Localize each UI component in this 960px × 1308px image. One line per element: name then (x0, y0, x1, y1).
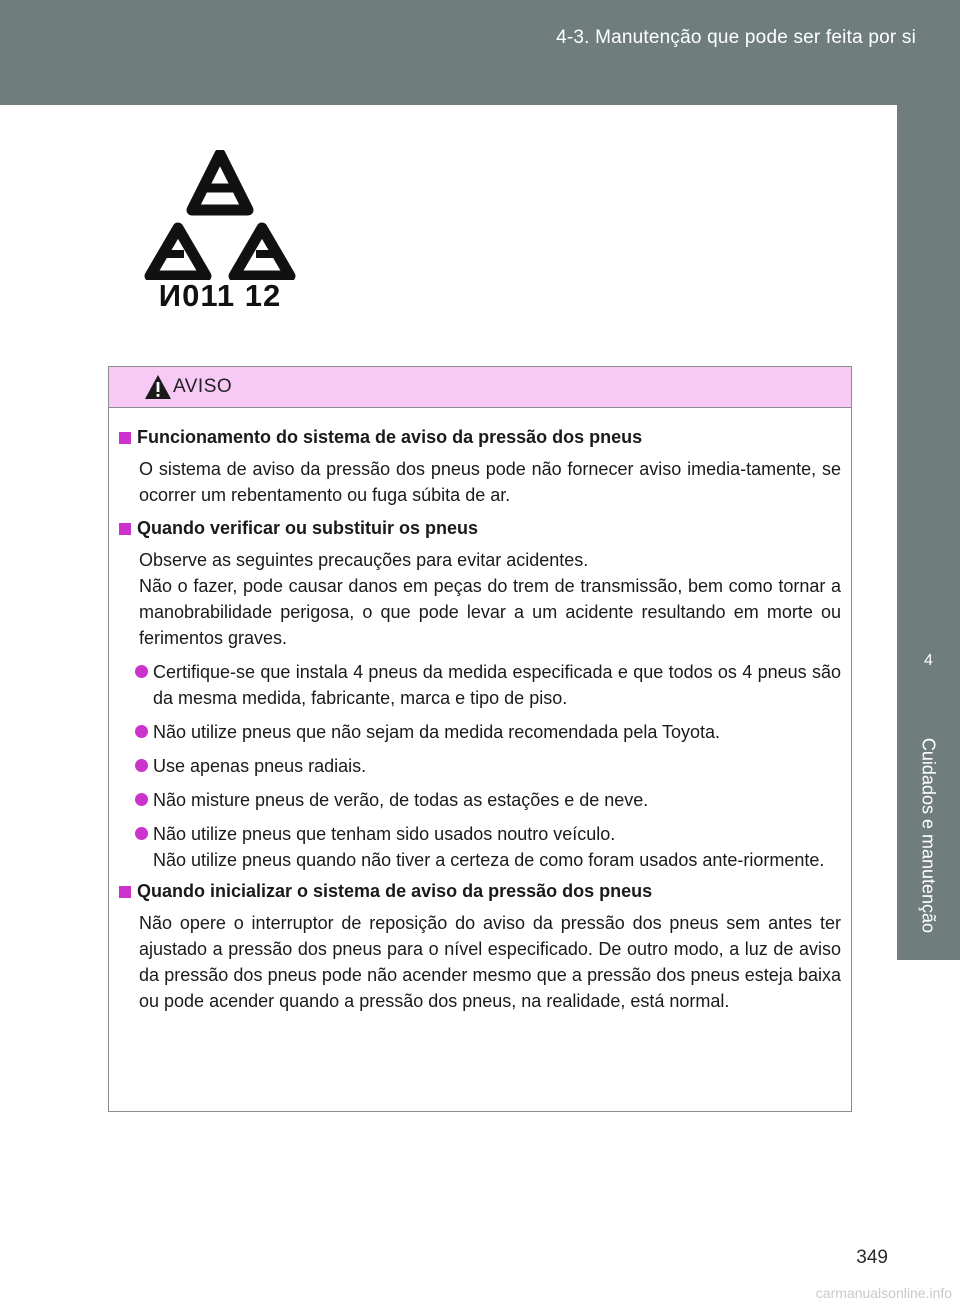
section-heading (109, 427, 851, 448)
square-bullet-icon (119, 886, 131, 898)
list-item-text: Não misture pneus de verão, de todas as estações e de neve. (153, 790, 649, 810)
square-bullet-icon (119, 523, 131, 535)
section-heading-text: Funcionamento do sistema de aviso da pressão dos pneus (137, 427, 643, 447)
figure-code-text: И011 12 (158, 278, 282, 313)
section-heading (109, 881, 851, 902)
side-tab-strip (897, 105, 960, 620)
side-tab-label: Cuidados e manutenção (918, 737, 939, 934)
round-bullet-icon (135, 759, 148, 772)
triangle-marks-icon (140, 150, 300, 280)
side-tab-number: 4 (924, 652, 933, 669)
side-tab (897, 620, 960, 960)
header-bar (0, 0, 960, 105)
list-item-text: Não utilize pneus quando não tiver a certeza de como foram usados ante-riormente. (153, 850, 825, 870)
section-paragraph (139, 547, 841, 651)
page-number: 349 (856, 1247, 888, 1268)
section-heading-text: Quando verificar ou substituir os pneus (137, 518, 479, 538)
list-item (153, 821, 841, 873)
section-heading (109, 518, 851, 539)
warning-triangle-icon (143, 373, 173, 401)
list-item-text: Use apenas pneus radiais. (153, 756, 367, 776)
list-item-text: Certifique-se que instala 4 pneus da medida especificada e que todos os 4 pneus são da mesma medida, fabricante, marca e tipo de piso. (153, 662, 841, 708)
square-bullet-icon (119, 432, 131, 444)
section-paragraph: O sistema de aviso da pressão dos pneus pode não fornecer aviso imedia-tamente, se ocorrer um rebentamento ou fuga súbita de ar. (139, 459, 841, 505)
list-item (153, 719, 841, 745)
round-bullet-icon (135, 827, 148, 840)
paragraph-line: Não o fazer, pode causar danos em peças do trem de transmissão, bem como tornar a manobrabilidade perigosa, o que pode levar a um acidente resultando em morte ou ferimentos graves. (139, 576, 841, 648)
warning-box (108, 366, 852, 1112)
tire-marking-figure (140, 150, 300, 320)
header-title: 4-3. Manutenção que pode ser feita por si (556, 27, 916, 48)
list-item-text: Não utilize pneus que não sejam da medida recomendada pela Toyota. (153, 722, 721, 742)
round-bullet-icon (135, 725, 148, 738)
round-bullet-icon (135, 665, 148, 678)
round-bullet-icon (135, 793, 148, 806)
warning-body (109, 419, 851, 1024)
paragraph-line: Observe as seguintes precauções para evitar acidentes. (139, 550, 589, 570)
list-item (153, 753, 841, 779)
watermark-text: carmanualsonline.info (815, 1285, 952, 1301)
section-paragraph: Não opere o interruptor de reposição do aviso da pressão dos pneus sem antes ter ajustado a pressão dos pneus para o nível especificado. De outro modo, a luz de aviso da pressão dos pneus pode não acender mesmo que a pressão dos pneus esteja baixa ou pode acender quando a pressão dos pneus, na realidade, está normal. (139, 913, 841, 1011)
list-item (153, 787, 841, 813)
list-item (153, 659, 841, 711)
section-heading-text: Quando inicializar o sistema de aviso da pressão dos pneus (137, 881, 653, 901)
warning-header (109, 367, 851, 408)
warning-title: AVISO (173, 376, 233, 397)
list-item-text: Não utilize pneus que tenham sido usados noutro veículo. (153, 824, 616, 844)
